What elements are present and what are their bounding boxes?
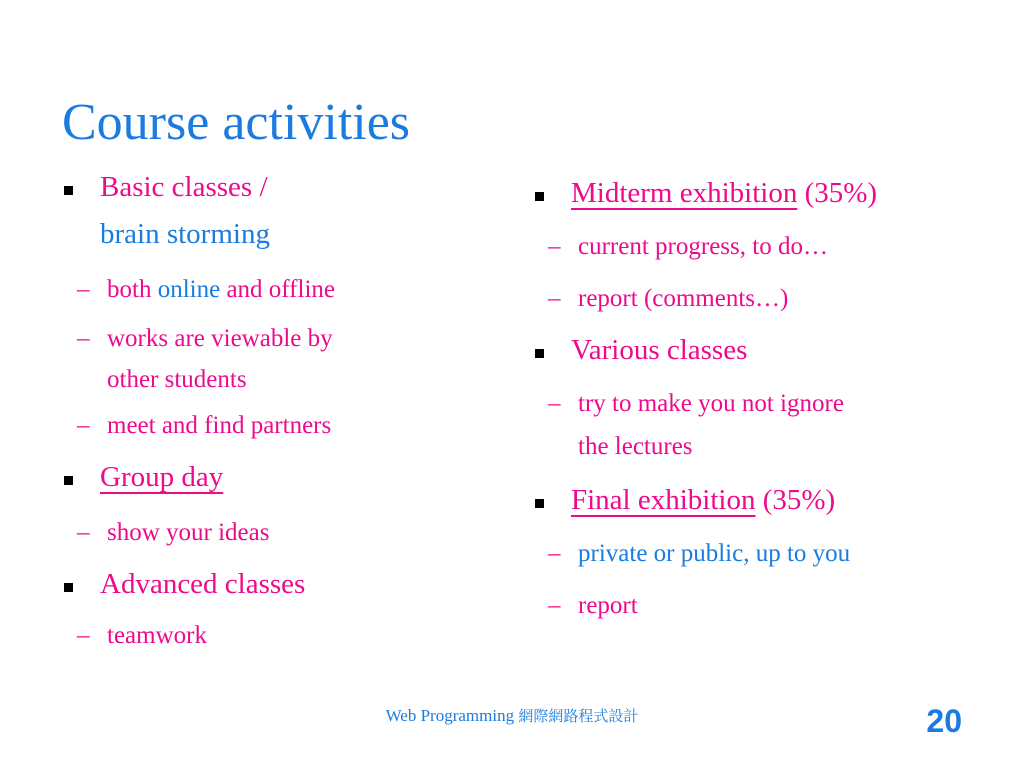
dash-icon: – (77, 518, 90, 546)
sub-up-to-you-text: , up to you (743, 539, 851, 567)
page-number: 20 (926, 703, 962, 739)
sub-teamwork-text: teamwork (107, 621, 207, 649)
sub-works-line1: works are viewable by (107, 324, 333, 352)
sub-report-comments (533, 279, 993, 319)
dash-icon: – (77, 275, 90, 303)
right-column (533, 170, 993, 626)
square-bullet-icon (64, 476, 73, 485)
sub-try-line2: the lectures (578, 433, 693, 461)
midterm-exhibition-link[interactable]: Midterm exhibition (571, 177, 798, 209)
sub-meet-text: meet and find partners (107, 412, 332, 440)
slide-title: Course activities (62, 94, 411, 151)
final-exhibition-link[interactable]: Final exhibition (571, 484, 756, 517)
sub-show-ideas-text: show your ideas (107, 518, 270, 546)
sub-online: online (157, 275, 221, 303)
sub-meet (62, 406, 482, 446)
square-bullet-icon (535, 349, 544, 358)
midterm-percent: (35%) (797, 177, 878, 209)
footer-course-name-cjk: 網際網路程式設計 (518, 707, 639, 725)
sub-current-progress (533, 227, 993, 267)
sub-current-progress-text: current progress, to do… (578, 232, 828, 260)
sub-report (533, 586, 993, 626)
sub-private-public-text: private or public (578, 539, 744, 567)
sub-works (62, 318, 482, 401)
square-bullet-icon (64, 583, 73, 592)
sub-show-ideas (62, 513, 482, 553)
dash-icon: – (77, 621, 90, 649)
square-bullet-icon (535, 192, 544, 201)
left-column (62, 170, 482, 656)
footer (0, 705, 1024, 726)
bullet-various-classes (533, 333, 993, 368)
sub-report-text: report (578, 591, 638, 619)
sub-both: both (107, 275, 158, 303)
various-classes-label: Various classes (571, 333, 748, 366)
square-bullet-icon (535, 499, 544, 508)
sub-teamwork (62, 616, 482, 656)
sub-both-online (62, 270, 444, 310)
bullet-final-exhibition (533, 483, 993, 518)
dash-icon: – (548, 284, 561, 312)
bullet-group-day (62, 460, 482, 495)
dash-icon: – (77, 324, 90, 352)
final-percent: (35%) (755, 484, 836, 517)
dash-icon: – (77, 412, 90, 440)
group-day-link[interactable]: Group day (100, 461, 224, 494)
dash-icon: – (548, 591, 561, 619)
dash-icon: – (548, 389, 561, 417)
advanced-classes-label: Advanced classes (100, 567, 306, 600)
bullet-basic-classes (62, 170, 482, 252)
dash-icon: – (548, 539, 561, 567)
footer-course-name: Web Programming (385, 706, 519, 725)
sub-works-line2: other students (107, 365, 247, 393)
basic-classes-line2: brain storming (100, 217, 270, 250)
sub-try-to-make (533, 382, 993, 470)
bullet-midterm (533, 170, 993, 211)
sub-report-comments-text: report (comments…) (578, 284, 789, 312)
dash-icon: – (548, 232, 561, 260)
sub-offline: and offline (220, 275, 335, 303)
sub-private-public (533, 534, 993, 574)
square-bullet-icon (64, 186, 73, 195)
bullet-advanced-classes (62, 567, 482, 602)
sub-try-line1: try to make you not ignore (578, 389, 844, 417)
basic-classes-line1: Basic classes / (100, 171, 268, 203)
